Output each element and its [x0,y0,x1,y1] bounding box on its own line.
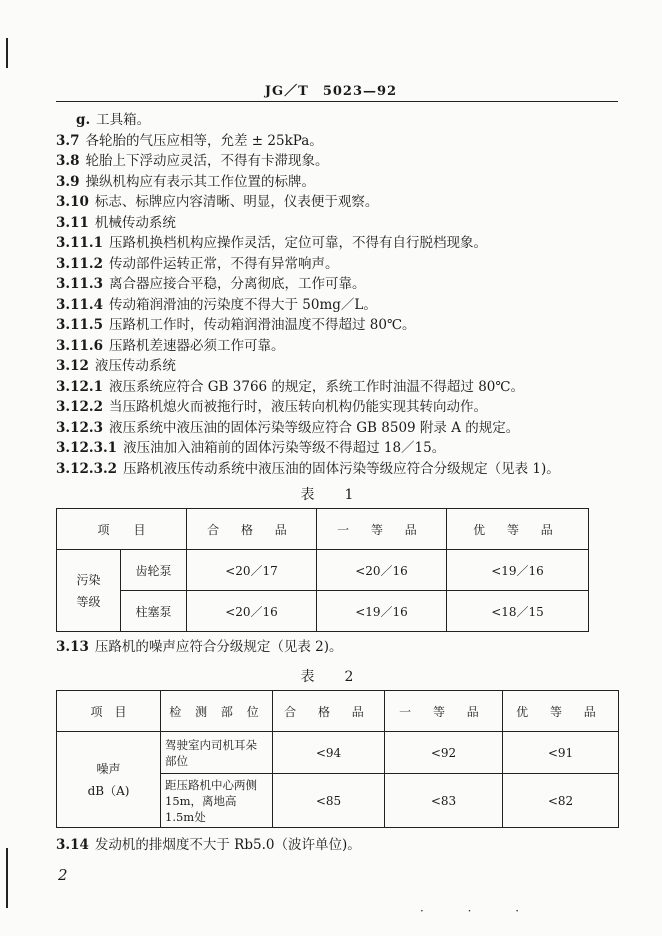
table-cell: <92 [385,732,503,774]
clause-line [56,173,315,191]
clause-number: 3.12 [56,358,89,374]
clause-text: 压路机工作时，传动箱润滑油温度不得超过 80℃。 [108,317,416,333]
table-cell: <20／16 [187,591,317,632]
table-cell: <18／15 [447,591,589,632]
clause-text: 液压系统应符合 GB 3766 的规定，系统工作时油温不得超过 80℃。 [108,378,524,395]
table1-header-excellent: 优 等 品 [447,509,589,550]
clause-text: 液压传动系统 [94,358,176,374]
table2-header-excellent: 优 等 品 [503,691,619,732]
table-cell: <82 [503,774,619,828]
clause-number: 3.9 [56,173,80,190]
clause-number: 3.12.3 [56,419,103,436]
clause-number: 3.12.2 [56,399,103,415]
clause-text: 液压系统中液压油的固体污染等级应符合 GB 8509 附录 A 的规定。 [108,419,520,436]
clause-text: 压路机液压传动系统中液压油的固体污染等级应符合分级规定（见表 1)。 [123,460,560,477]
table1-pump-label: 柱塞泵 [121,591,187,632]
clause-line [56,378,524,396]
table-cell: <85 [273,774,385,828]
clause-text: 各轮胎的气压应相等，允差 ± 25kPa。 [85,132,323,149]
table1-header-first-grade: 一 等 品 [317,509,447,550]
clause-text: 当压路机熄火而被拖行时，液压转向机构仍能实现其转向动作。 [108,399,487,415]
clause-line [56,398,487,416]
page-number: 2 [58,866,68,884]
clause-number: 3.11.4 [56,296,103,313]
clause-text: 工具箱。 [96,112,151,128]
clause-text: 压路机的噪声应符合分级规定（见表 2)。 [94,639,343,655]
table2-caption: 表 2 [300,669,362,685]
clause-3-14 [56,836,361,854]
table-cell: <83 [385,774,503,828]
table-cell: <19／16 [317,591,447,632]
left-edge-mark-bottom [6,848,8,908]
clause-number: 3.10 [56,194,89,210]
table2-header-qualified: 合 格 品 [273,691,385,732]
table-cell: <94 [273,732,385,774]
table-cell: <19／16 [447,550,589,591]
clause-number: 3.12.1 [56,378,103,395]
clause-line [56,152,329,170]
table2-location-cell: 驾驶室内司机耳朵部位 [161,732,273,774]
table-row [57,591,589,632]
table2-header-location: 检 测 部 位 [161,691,273,732]
table2-header-row [57,691,619,732]
clause-text: 压路机差速器必须工作可靠。 [108,337,285,354]
clause-number: 3.7 [56,132,80,149]
table2-row-group: 噪声 dB（A) [57,732,161,828]
clause-line [56,275,365,293]
clause-number: 3.11.3 [56,276,103,292]
clause-number: 3.14 [56,837,89,853]
table-cell: <91 [503,732,619,774]
table1 [56,508,589,632]
clause-number: 3.11 [56,214,89,231]
clause-line [56,357,176,375]
table-row [57,732,619,774]
table2-header-item: 项 目 [57,691,161,732]
clause-text: 离合器应接合平稳，分离彻底，工作可靠。 [108,276,366,292]
page-header: JG／T 5023—92 [264,84,398,99]
clause-line [56,214,176,232]
clause-line [56,234,487,252]
clause-text: 操纵机构应有表示其工作位置的标牌。 [85,173,315,190]
clause-number: 3.11.5 [56,317,103,333]
table1-header-item: 项 目 [57,509,187,550]
clause-line [56,460,560,478]
clause-line [56,132,323,150]
table2-header-first-grade: 一 等 品 [385,691,503,732]
table1-pump-label: 齿轮泵 [121,550,187,591]
clause-line [56,255,338,273]
clause-3-13 [56,638,343,656]
clause-number: g. [76,112,91,128]
clause-number: 3.13 [56,639,89,655]
clause-line [56,193,378,211]
clause-text: 轮胎上下浮动应灵活，不得有卡滞现象。 [85,153,329,169]
table1-header-row [57,509,589,550]
clause-number: 3.12.3.2 [56,460,118,477]
table1-row-group: 污染 等级 [57,550,121,632]
clause-number: 3.12.3.1 [56,440,118,456]
table-row [57,550,589,591]
clause-text: 标志、标牌应内容清晰、明显，仪表便于观察。 [94,194,379,210]
table-cell: <20／17 [187,550,317,591]
clause-line [56,316,416,334]
clause-number: 3.11.2 [56,255,103,272]
clause-line [76,111,150,129]
left-edge-mark-top [6,38,8,68]
clause-number: 3.8 [56,153,80,169]
clause-text: 传动箱润滑油的污染度不得大于 50mg／L。 [108,296,377,313]
table2-location-cell: 距压路机中心两侧15m，离地高 1.5m处 [161,774,273,828]
table-cell: <20／16 [317,550,447,591]
clause-line [56,296,377,314]
clause-text: 传动部件运转正常，不得有异常响声。 [108,255,339,272]
clause-number: 3.11.6 [56,337,103,354]
clause-line [56,439,445,457]
clause-number: 3.11.1 [56,235,103,251]
clause-text: 液压油加入油箱前的固体污染等级不得超过 18／15。 [123,440,446,456]
table2 [56,690,619,828]
table1-header-qualified: 合 格 品 [187,509,317,550]
clause-line [56,337,284,355]
clause-text: 压路机换档机构应操作灵活，定位可靠，不得有自行脱档现象。 [108,235,487,251]
clause-text: 机械传动系统 [94,214,176,231]
header-rule [56,101,618,102]
clause-line [56,419,519,437]
table1-caption: 表 1 [300,487,362,503]
clause-text: 发动机的排烟度不大于 Rb5.0（波许单位)。 [94,837,361,853]
scan-specks: · · · [420,904,540,918]
